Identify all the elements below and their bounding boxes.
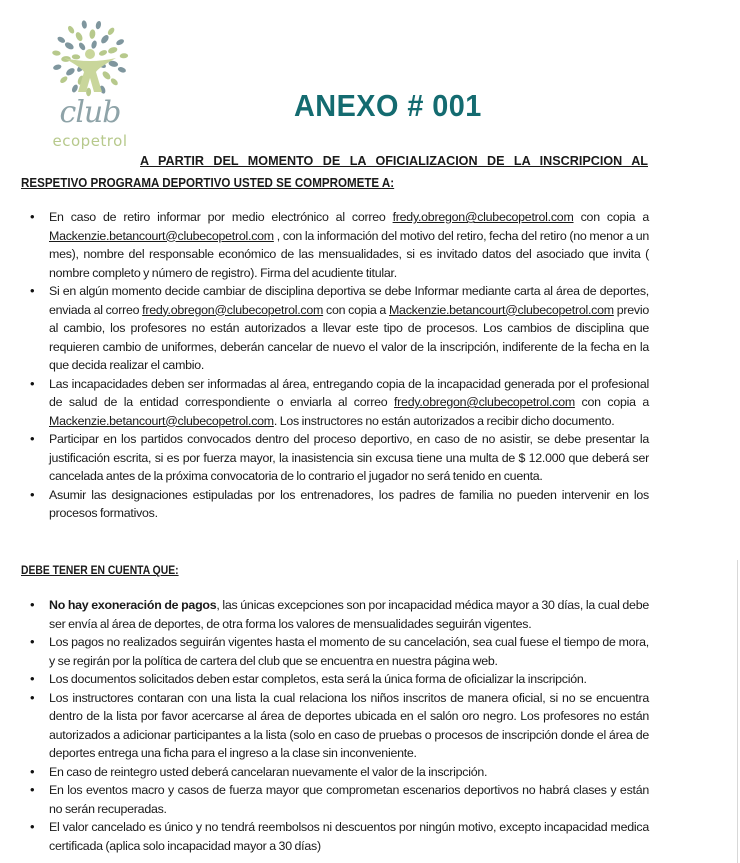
commitment-item-partidos — [0, 430, 649, 486]
note-text: Los documentos solicitados deben estar completos, esta será la única forma de oficializar la inscripción. — [49, 672, 587, 686]
leaf-icon — [120, 53, 129, 59]
note-item-eventos-macro — [0, 781, 649, 818]
commitment-text: . Los instructores no están autorizados a recibir dicho documento. — [273, 413, 615, 428]
commitment-heading-line1: A PARTIR DEL MOMENTO DE LA OFICIALIZACION DE LA INSCRIPCION AL — [140, 154, 648, 168]
leaf-icon — [90, 40, 97, 50]
leaf-icon — [107, 26, 116, 36]
notes-list — [0, 596, 740, 855]
note-text: El valor cancelado es único y no tendrá reembolsos ni descuentos por ningún motivo, excepto incapacidad medica certificada (aplica solo incapacidad mayor a 30 días) — [49, 820, 649, 853]
leaf-icon — [95, 20, 102, 29]
commitment-text: Las incapacidades deben ser informadas al área, entregando copia de la incapacidad generada por el profesional de salud de la entidad correspondiente o enviarla al correo — [49, 376, 649, 409]
commitment-text: con copia a — [574, 395, 649, 409]
note-item-documentos — [0, 670, 649, 689]
bullet-icon: • — [30, 486, 35, 502]
bullet-icon: • — [30, 209, 35, 224]
leaf-icon — [107, 46, 118, 55]
bullet-icon: • — [30, 782, 35, 797]
bullet-icon: • — [30, 431, 35, 446]
notes-heading: DEBE TENER EN CUENTA QUE: — [21, 565, 179, 577]
bullet-icon: • — [30, 819, 35, 834]
note-text: Los instructores contaran con una lista la cual relaciona los niños inscritos de manera oficial, si no se encuentra dentro de la lista por favor acercarse al área de deportes ubicada en el salón oro negro. Los profesores no están autorizados a adicionar participantes a la lista (solo en caso de pruebas o procesos de inscripción donde el área de deportes entrega una ficha para el ingreso a la clase sin inconveniente. — [49, 690, 649, 760]
email-link-fredy[interactable]: fredy.obregon@clubecopetrol.com — [393, 395, 575, 409]
leaf-icon — [72, 54, 81, 60]
note-text: , las únicas excepciones son por incapacidad médica mayor a 30 días, la cual debe ser envía al área de deportes, de otra forma los valores de mensualidades seguirán vigentes. — [49, 598, 649, 631]
bullet-icon: • — [30, 634, 35, 649]
leaf-icon — [74, 31, 84, 42]
bullet-icon: • — [30, 597, 35, 612]
tree-figure-icon — [40, 18, 140, 103]
note-item-valor-cancelado — [0, 818, 649, 855]
commitment-text: Si en algún momento decide cambiar de disciplina deportiva se debe Informar mediante carta al área de deportes, enviada al correo — [49, 284, 649, 317]
bullet-icon: • — [30, 671, 35, 686]
leaf-icon — [64, 41, 75, 51]
note-text: En caso de reintegro usted deberá cancelaran nuevamente el valor de la inscripción. — [49, 764, 488, 779]
note-text: En los eventos macro y casos de fuerza mayor que comprometan escenarios deportivos no habrá clases y están no serán recuperadas. — [49, 783, 649, 816]
email-link-mackenzie[interactable]: Mackenzie.betancourt@clubecopetrol.com — [388, 302, 614, 317]
bullet-icon: • — [30, 689, 35, 705]
leaf-icon — [53, 64, 62, 71]
page-edge-divider — [737, 560, 738, 863]
club-ecopetrol-logo — [40, 18, 140, 153]
leaf-icon — [59, 75, 69, 84]
commitment-text: En caso de retiro informar por medio electrónico al correo — [49, 210, 393, 224]
commitment-text: Asumir las designaciones estipuladas por los entrenadores, los padres de familia no pueden intervenir en los procesos formativos. — [49, 487, 649, 520]
commitment-text: , con la información del motivo del retiro, fecha del retiro (no menor a un mes), nombre del responsable económico de las mensualidades, si es invitado datos del asociado que invita ( nombre completo y número de registro). Firma del acudiente titular. — [49, 228, 649, 280]
leaf-icon — [78, 42, 87, 52]
commitments-list — [0, 208, 740, 523]
note-item-pagos — [0, 633, 649, 670]
logo-club-text: club — [59, 95, 121, 130]
commitment-item-incapacidades — [0, 375, 649, 431]
leaf-icon — [89, 29, 96, 39]
email-link-mackenzie[interactable]: Mackenzie.betancourt@clubecopetrol.com — [49, 413, 274, 428]
bullet-icon: • — [30, 283, 35, 298]
leaf-icon — [71, 84, 79, 94]
email-link-fredy[interactable]: fredy.obregon@clubecopetrol.com — [142, 302, 324, 317]
note-item-reintegro — [0, 763, 649, 782]
commitment-item-designaciones — [0, 486, 649, 523]
leaf-icon — [117, 66, 127, 74]
leaf-icon — [65, 67, 76, 77]
note-text: Los pagos no realizados seguirán vigentes hasta el momento de su cancelación, sea cual fuese el tiempo de mora, y se regirán por la política de cartera del club que se encuentra en nuestra página web. — [49, 635, 649, 668]
leaf-icon — [52, 50, 61, 56]
commitment-text: previo al cambio, los profesores no están autorizados a llevar este tipo de procesos. Los cambios de disciplina que requieren cambio de uniformes, deberán cancelar de nuevo el valor de la inscripción, indiferente de la fecha en la que decida realizar el cambio. — [49, 302, 650, 372]
leaf-icon — [98, 49, 108, 57]
leaf-icon — [101, 70, 112, 81]
leaf-icon — [115, 38, 125, 46]
commitment-item-cambio-disciplina — [0, 282, 649, 375]
email-link-fredy[interactable]: fredy.obregon@clubecopetrol.com — [392, 210, 574, 224]
leaf-icon — [100, 34, 111, 45]
bullet-icon: • — [30, 375, 35, 391]
leaf-icon — [56, 35, 66, 44]
commitment-text: Participar en los partidos convocados dentro del proceso deportivo, en caso de no asistir, se debe presentar la justificación escrita, si es por fuerza mayor, la inasistencia sin excusa tiene una multa de $ 12.000 que deberá ser cancelada antes de la próxima convocatoria de lo contrario el jugador no será tenido en cuenta. — [49, 432, 649, 483]
commitment-item-retiro — [0, 208, 649, 282]
bullet-icon: • — [30, 763, 35, 779]
commitment-text: con copia a — [573, 210, 649, 224]
page-title: ANEXO # 001 — [294, 88, 482, 123]
leaf-icon — [81, 20, 87, 29]
note-item-exoneracion — [0, 596, 649, 633]
logo-brand-text: ecopetrol — [52, 132, 128, 150]
note-item-instructores — [0, 689, 649, 763]
note-bold-text: No hay exoneración de pagos — [49, 598, 217, 612]
commitment-heading-line2: RESPETIVO PROGRAMA DEPORTIVO USTED SE COMPROMETE A: — [21, 176, 395, 190]
email-link-mackenzie[interactable]: Mackenzie.betancourt@clubecopetrol.com — [49, 228, 274, 243]
commitment-text: con copia a — [323, 302, 389, 317]
leaf-icon — [67, 25, 76, 35]
leaf-icon — [110, 77, 120, 86]
